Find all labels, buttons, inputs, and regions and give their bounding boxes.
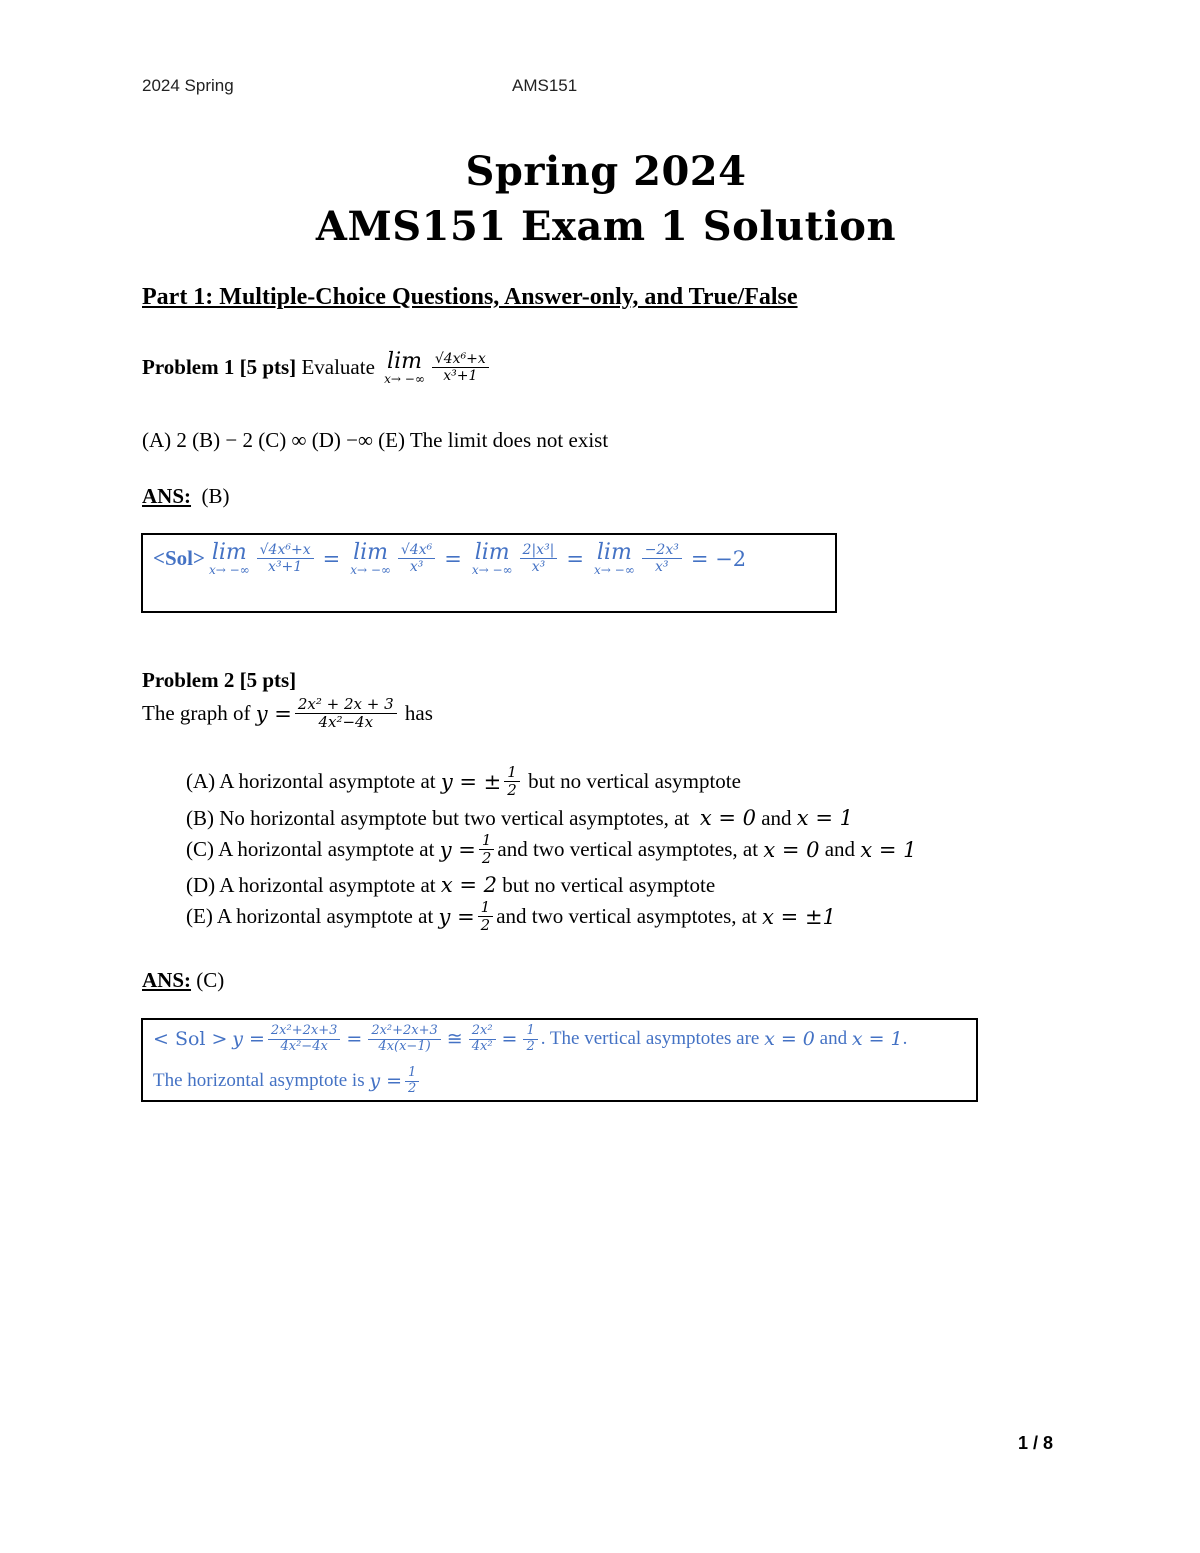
option-a-text: (A) A horizontal asymptote at [186,769,436,794]
option-b-text: (B) No horizontal asymptote but two vertical asymptotes, at [186,806,690,830]
solution-limit-2 [350,541,391,577]
problem2-solution-line1 [153,1024,907,1055]
option-a-math: y = ± [440,769,502,794]
graph-prefix: The graph of [142,701,251,726]
solution-fraction-1 [257,542,314,575]
option-b-math-1: x = 0 [699,806,756,830]
solution-fraction-3 [469,1024,496,1055]
problem1-solution-box [141,533,837,613]
fraction-denominator: 2 [408,1080,417,1096]
fraction-denominator: x³+1 [268,559,303,576]
half-fraction [479,832,495,868]
limit-operator: lim [353,540,389,565]
problem1-fraction [432,351,489,384]
vertical-asymptote-text: . The vertical asymptotes are [540,1028,760,1050]
limit-operator: lim [474,540,510,565]
fraction-numerator: 1 [478,899,494,917]
fraction-numerator: √4x⁶+x [432,351,489,368]
fraction-numerator: 2x²+2x+3 [368,1024,440,1040]
fraction-numerator: 1 [479,832,495,850]
option-b-and: and [761,806,792,830]
option-e-math: y = [438,904,475,929]
fraction-numerator: √4x⁶+x [257,542,314,559]
fraction-numerator: 2x² [469,1024,496,1040]
option-a-suffix: but no vertical asymptote [528,769,741,794]
option-c-mid: and two vertical asymptotes, at [497,837,759,862]
option-b [186,806,853,831]
limit-subscript: x→ −∞ [350,563,391,578]
problem1-limit [384,350,425,386]
fraction-numerator: 1 [523,1024,537,1040]
y-equals: y = [232,1028,265,1051]
option-d-math: x = 2 [440,873,498,897]
option-c-and: and [824,837,856,862]
problem1-answer [142,484,230,509]
equals-sign: = [444,546,462,571]
option-e [186,899,836,935]
problem1-label: Problem 1 [5 pts] [142,355,297,380]
limit-operator: lim [387,349,422,374]
limit-subscript: x→ −∞ [384,372,425,387]
half-fraction [478,899,494,935]
solution-limit-4 [594,541,635,577]
solution-tag: < Sol > [153,1028,228,1051]
solution-fraction-2 [368,1024,440,1055]
fraction-denominator: x³+1 [443,368,478,385]
option-c [186,832,916,868]
solution-fraction-4 [642,542,682,575]
solution-fraction-4 [523,1024,537,1055]
page-number: 1 / 8 [1018,1433,1054,1453]
fraction-denominator: 4x²−4x [280,1038,328,1054]
problem2-solution-line2 [153,1066,422,1097]
fraction-numerator: √4x⁶ [398,542,435,559]
fraction-denominator: 2 [507,781,517,800]
answer-value: (C) [196,968,225,992]
problem2-statement [142,696,433,732]
half-fraction [504,764,520,800]
problem2-solution-box [141,1018,978,1102]
vertical-asymptote-2: x = 1 [851,1028,903,1051]
solution-fraction-2 [398,542,435,575]
problem1-prompt: Evaluate [301,355,375,380]
problem1-choices: (A) 2 (B) − 2 (C) ∞ (D) −∞ (E) The limit does not exist [142,428,609,452]
option-d-suffix: but no vertical asymptote [502,873,716,897]
solution-tag: <Sol> [153,546,205,571]
option-e-text: (E) A horizontal asymptote at [186,904,434,929]
solution-limit-1 [209,541,250,577]
vertical-asymptote-1: x = 0 [764,1028,815,1051]
equals-sign: = [346,1028,363,1051]
horizontal-asymptote-text: The horizontal asymptote is [153,1070,365,1092]
fraction-denominator: 2 [481,849,492,868]
limit-subscript: x→ −∞ [471,563,513,578]
fraction-numerator: 1 [405,1066,419,1082]
option-c-text: (C) A horizontal asymptote at [186,837,435,862]
fraction-numerator: 2x² + 2x + 3 [295,696,397,714]
fraction-denominator: 4x²−4x [318,713,374,732]
problem2-fraction [295,696,397,732]
problem2-answer [142,968,224,993]
equals-sign: = [566,546,585,571]
solution-fraction-3 [520,542,558,575]
option-c-math-2: x = 1 [860,837,917,862]
option-e-mid: and two vertical asymptotes, at [496,904,757,929]
part1-heading: Part 1: Multiple-Choice Questions, Answer-only, and True/False [142,284,798,310]
fraction-denominator: 4x(x−1) [378,1038,431,1054]
option-d [186,873,715,898]
fraction-numerator: 1 [504,764,520,782]
fraction-numerator: 2x²+2x+3 [268,1024,340,1040]
fraction-numerator: 2|x³| [520,542,558,559]
answer-label: ANS: [142,968,192,992]
page-title-line2: AMS151 Exam 1 Solution [315,203,897,250]
approx-sign: ≅ [446,1028,463,1051]
solution-result: = −2 [690,546,747,571]
option-b-math-2: x = 1 [796,806,853,830]
fraction-denominator: 2 [480,916,491,935]
header-course: AMS151 [512,76,578,95]
graph-suffix: has [404,701,433,726]
option-d-text: (D) A horizontal asymptote at [186,873,436,897]
equals-sign: = [501,1028,518,1051]
fraction-denominator: 4x² [471,1038,493,1054]
problem1-statement [142,350,492,386]
option-e-math-1: x = ±1 [762,904,836,929]
limit-operator: lim [596,540,632,565]
answer-label: ANS: [142,484,192,508]
header-term: 2024 Spring [142,76,234,95]
and-word: and [819,1028,848,1050]
fraction-denominator: x³ [531,559,546,576]
horizontal-asymptote-math: y = [369,1070,403,1093]
solution-limit-3 [472,541,513,577]
limit-operator: lim [211,540,247,565]
fraction-denominator: x³ [655,559,669,576]
equals-sign: = [322,546,341,571]
limit-subscript: x→ −∞ [594,563,635,578]
period: . [902,1028,908,1050]
problem2-label: Problem 2 [5 pts] [142,668,297,692]
fraction-denominator: x³ [409,559,424,576]
option-c-math-1: x = 0 [763,837,820,862]
answer-value: (B) [201,484,230,508]
limit-subscript: x→ −∞ [208,563,250,578]
half-fraction [405,1066,419,1097]
page-title-line1: Spring 2024 [465,148,747,195]
fraction-numerator: −2x³ [642,542,682,559]
problem1-solution [153,541,746,577]
fraction-denominator: 2 [526,1038,535,1054]
option-a [186,764,741,800]
solution-fraction-1 [268,1024,340,1055]
y-equals: y = [255,701,292,726]
option-c-math: y = [439,837,476,862]
